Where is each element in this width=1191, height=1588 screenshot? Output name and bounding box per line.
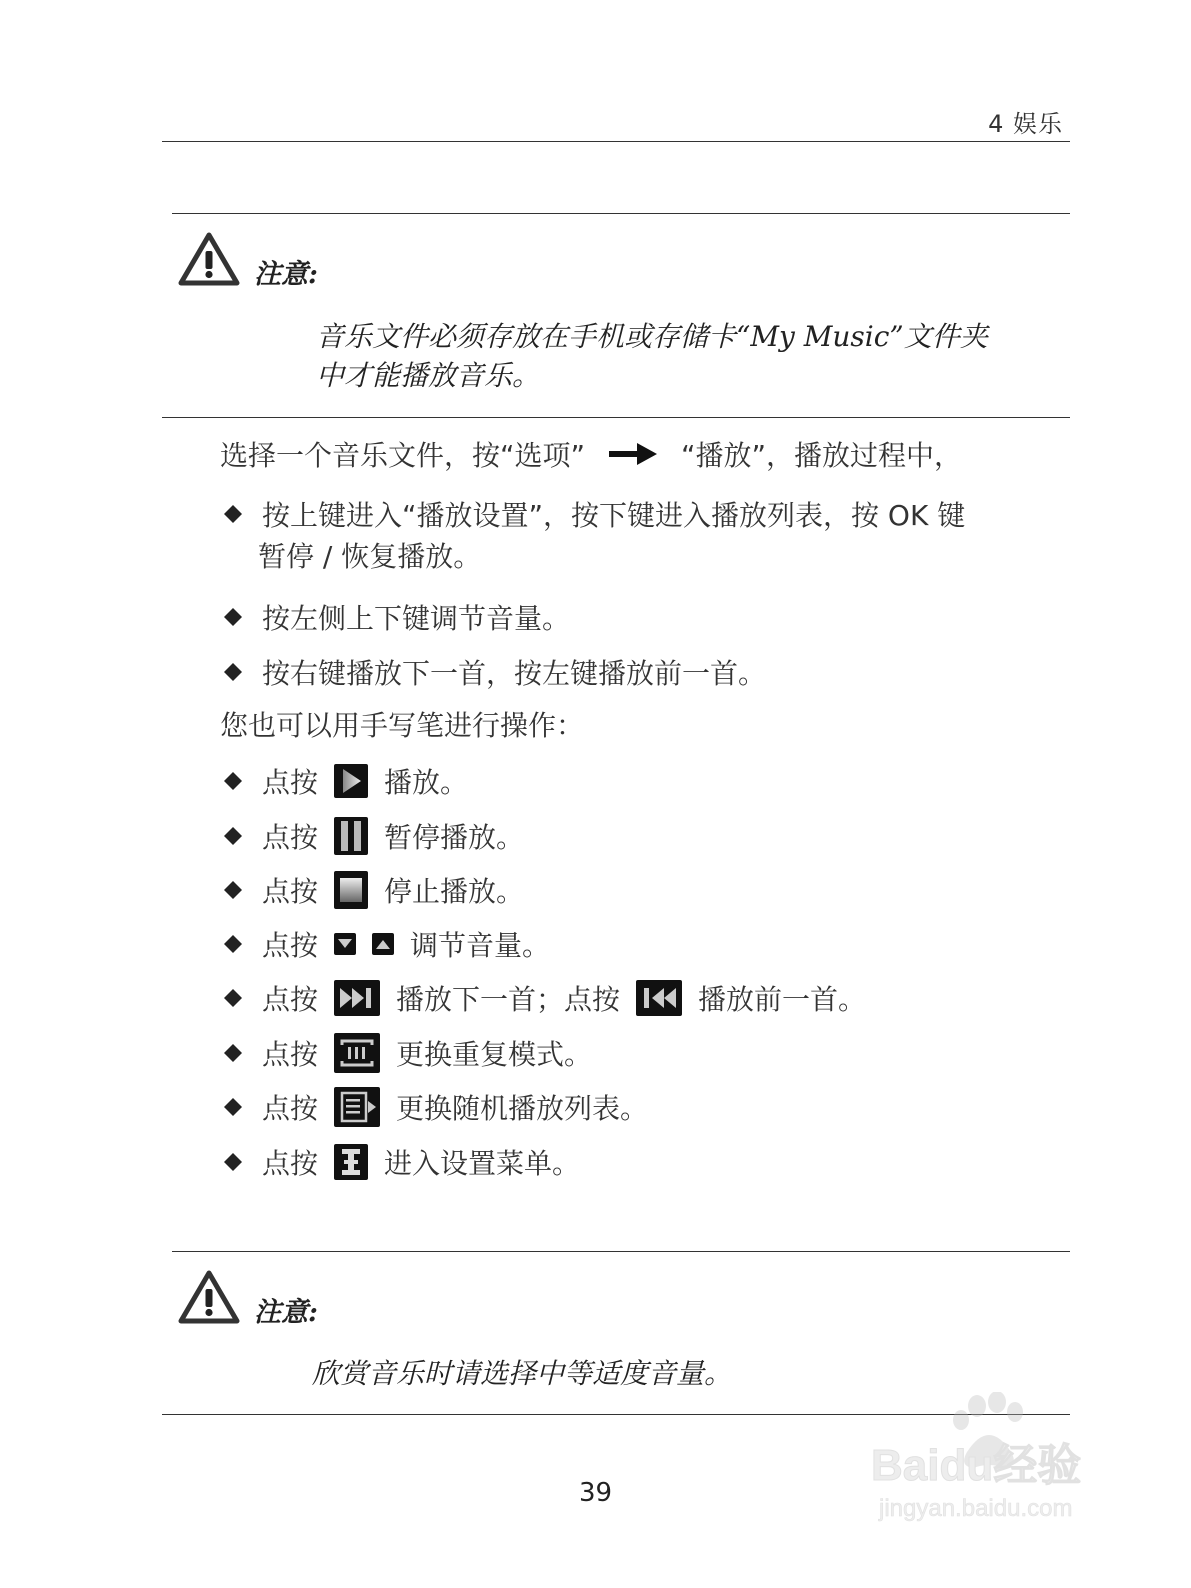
- play-icon: [334, 764, 368, 798]
- list-item: [224, 870, 524, 910]
- list-item: [224, 494, 965, 534]
- list-item: [224, 652, 766, 692]
- item-prefix: 点按: [262, 1092, 319, 1125]
- item-text: 停止播放。: [384, 875, 525, 908]
- diamond-bullet-icon: [224, 663, 242, 681]
- diamond-bullet-icon: [224, 1098, 242, 1116]
- list-item: [224, 978, 866, 1018]
- previous-track-icon: [636, 980, 682, 1016]
- item-prefix: 点按: [262, 875, 319, 908]
- volume-up-icon: [372, 933, 394, 955]
- note1-line1: 音乐文件必须存放在手机或存储卡“My Music”文件夹: [316, 320, 988, 353]
- list-item: [224, 924, 550, 964]
- item-prefix: 点按: [262, 983, 319, 1016]
- bullet3-text: 按右键播放下一首，按左键播放前一首。: [262, 657, 767, 690]
- warning-icon: [178, 1270, 240, 1328]
- note2-text: 欣赏音乐时请选择中等适度音量。: [312, 1357, 733, 1390]
- page-number: 39: [578, 1478, 613, 1508]
- list-item: [224, 1087, 648, 1127]
- stop-icon: [334, 871, 368, 909]
- item-prefix: 点按: [262, 1147, 319, 1180]
- note1-title: 注意:: [254, 259, 318, 290]
- next-track-icon: [334, 980, 380, 1016]
- stylus-intro: 您也可以用手写笔进行操作：: [220, 709, 585, 742]
- item-prefix: 点按: [262, 1038, 319, 1071]
- item-prefix: 点按: [262, 929, 319, 962]
- list-item: [224, 816, 524, 856]
- diamond-bullet-icon: [224, 608, 242, 626]
- intro-part1: 选择一个音乐文件，按“选项”: [220, 439, 586, 472]
- item-prefix: 点按: [262, 821, 319, 854]
- intro-line: [220, 436, 962, 476]
- list-item: [224, 597, 570, 637]
- diamond-bullet-icon: [224, 1153, 242, 1171]
- intro-part2: “播放”，播放过程中，: [681, 439, 963, 472]
- item-text: 调节音量。: [410, 929, 551, 962]
- item-text: 更换重复模式。: [396, 1038, 593, 1071]
- chapter-header: 4 娱乐: [988, 110, 1063, 138]
- diamond-bullet-icon: [224, 827, 242, 845]
- header-rule: [162, 141, 1070, 142]
- baidu-watermark: [865, 1392, 1105, 1532]
- settings-icon: [334, 1144, 368, 1180]
- watermark-url: jingyan.baidu.com: [879, 1495, 1073, 1522]
- volume-down-icon: [334, 933, 356, 955]
- item-text: 暂停播放。: [384, 821, 525, 854]
- warning-icon: [178, 232, 240, 290]
- shuffle-playlist-icon: [334, 1087, 380, 1127]
- list-item: [224, 761, 468, 801]
- watermark-brand: Baidu经验: [871, 1441, 1082, 1490]
- diamond-bullet-icon: [224, 935, 242, 953]
- note1-bottom-rule: [162, 417, 1070, 418]
- bullet1-line1: 按上键进入“播放设置”，按下键进入播放列表，按 OK 键: [262, 499, 966, 532]
- repeat-mode-icon: [334, 1033, 380, 1073]
- item-text: 播放下一首；点按: [396, 983, 621, 1016]
- list-item: [224, 1033, 592, 1073]
- note1-line2: 中才能播放音乐。: [316, 359, 541, 392]
- arrow-icon: [609, 436, 657, 476]
- diamond-bullet-icon: [224, 505, 242, 523]
- diamond-bullet-icon: [224, 881, 242, 899]
- item-text: 播放。: [384, 766, 469, 799]
- pause-icon: [334, 817, 368, 855]
- note2-top-rule: [172, 1251, 1070, 1252]
- bullet2-text: 按左侧上下键调节音量。: [262, 602, 571, 635]
- diamond-bullet-icon: [224, 989, 242, 1007]
- diamond-bullet-icon: [224, 772, 242, 790]
- diamond-bullet-icon: [224, 1044, 242, 1062]
- item-prefix: 点按: [262, 766, 319, 799]
- list-item: [224, 1142, 580, 1182]
- note2-title: 注意:: [254, 1297, 318, 1328]
- item-text: 进入设置菜单。: [384, 1147, 581, 1180]
- item-text2: 播放前一首。: [698, 983, 867, 1016]
- item-text: 更换随机播放列表。: [396, 1092, 649, 1125]
- bullet1-line2: 暂停 / 恢复播放。: [258, 540, 482, 573]
- note1-top-rule: [172, 213, 1070, 214]
